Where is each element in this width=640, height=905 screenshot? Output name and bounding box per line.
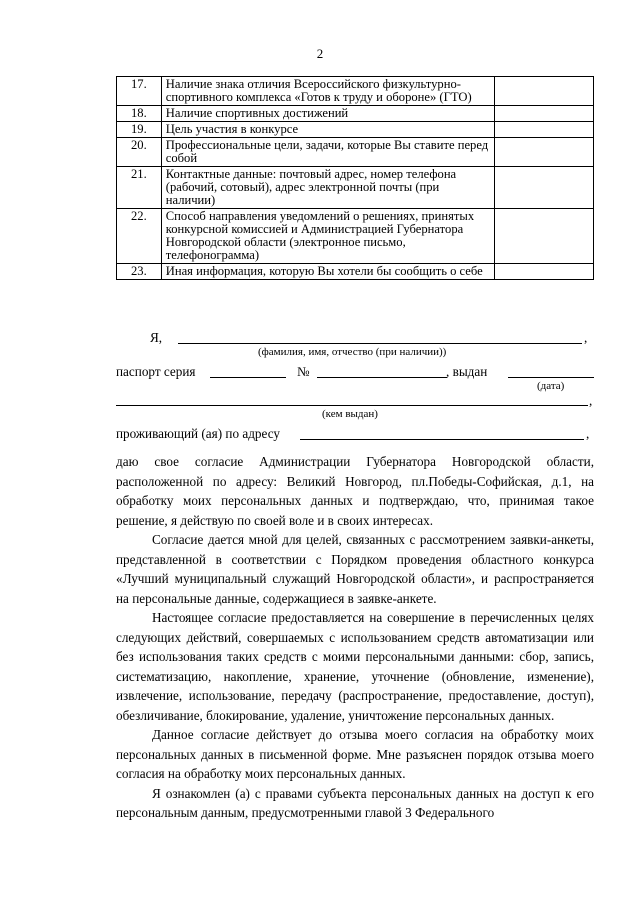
row-number: 20.: [117, 138, 162, 167]
row-question: Цель участия в конкурсе: [161, 122, 494, 138]
row-number: 17.: [117, 77, 162, 106]
table-row: [117, 138, 594, 167]
row-answer-cell[interactable]: [495, 264, 594, 280]
row-question: Наличие спортивных достижений: [161, 106, 494, 122]
address-label: проживающий (ая) по адресу: [116, 426, 280, 441]
table-row: [117, 106, 594, 122]
passport-series-field[interactable]: [210, 377, 286, 378]
table-row: [117, 264, 594, 280]
row-number: 21.: [117, 167, 162, 209]
row-question: Способ направления уведомлений о решениях, принятых конкурсной комиссией и Администрацией Губернатора Новгородской области (электронное письмо, телефонограмма): [161, 209, 494, 264]
paragraph: Данное согласие действует до отзыва моего согласия на обработку моих персональных данных в письменной форме. Мне разъяснен порядок отзыва моего согласия на обработку моих персональных данных.: [116, 727, 594, 781]
paragraph: Я ознакомлен (а) с правами субъекта персональных данных на доступ к его персональным данным, предусмотренными главой 3 Федерального: [116, 785, 594, 820]
comma: ,: [584, 330, 588, 345]
row-answer-cell[interactable]: [495, 77, 594, 106]
comma: ,: [586, 426, 590, 441]
address-field[interactable]: [300, 439, 584, 440]
row-number: 18.: [117, 106, 162, 122]
issue-date-field[interactable]: [508, 377, 594, 378]
table-row: [117, 167, 594, 209]
page-number: 2: [316, 46, 324, 61]
consent-text: [116, 452, 594, 823]
issued-by-field[interactable]: [116, 405, 588, 406]
row-number: 19.: [117, 122, 162, 138]
issued-label: , выдан: [446, 364, 488, 379]
row-question: Контактные данные: почтовый адрес, номер телефона (рабочий, сотовый), адрес электронной почты (при наличии): [161, 167, 494, 209]
number-sign: №: [297, 364, 310, 379]
row-answer-cell[interactable]: [495, 138, 594, 167]
row-answer-cell[interactable]: [495, 106, 594, 122]
comma: ,: [589, 393, 593, 408]
date-caption: (дата): [537, 380, 565, 392]
passport-number-field[interactable]: [317, 377, 447, 378]
issued-by-caption: (кем выдан): [322, 408, 378, 420]
ya-label: Я,: [150, 330, 163, 345]
questionnaire-table: [116, 76, 594, 280]
fio-field[interactable]: [178, 343, 582, 344]
paragraph: Настоящее согласие предоставляется на совершение в перечисленных целях следующих действий, совершаемых с использованием средств автоматизации или без использования таких средств с моими персональными данными: сбор, запись, систематизацию, накопление, хранение, уточнение (обновление, изменение), извлечение, использование, передачу (распространение, предоставление, доступ), обезличивание, блокирование, удаление, уничтожение персональных данных.: [116, 610, 594, 723]
table-row: [117, 77, 594, 106]
row-answer-cell[interactable]: [495, 122, 594, 138]
row-number: 22.: [117, 209, 162, 264]
table-row: [117, 209, 594, 264]
table-row: [117, 122, 594, 138]
row-question: Иная информация, которую Вы хотели бы сообщить о себе: [161, 264, 494, 280]
row-answer-cell[interactable]: [495, 167, 594, 209]
row-answer-cell[interactable]: [495, 209, 594, 264]
paragraph: даю свое согласие Администрации Губернатора Новгородской области, расположенной по адресу: Великий Новгород, пл.Победы-Софийская, д.1, на обработку моих персональных данных и подтверждаю, что, принимая такое решение, я действую по своей воле и в своих интересах.: [116, 454, 594, 528]
row-question: Профессиональные цели, задачи, которые Вы ставите перед собой: [161, 138, 494, 167]
row-question: Наличие знака отличия Всероссийского физкультурно-спортивного комплекса «Готов к труду и обороне» (ГТО): [161, 77, 494, 106]
passport-label: паспорт серия: [116, 364, 196, 379]
fio-caption: (фамилия, имя, отчество (при наличии)): [258, 346, 447, 358]
paragraph: Согласие дается мной для целей, связанных с рассмотрением заявки-анкеты, представленной в соответствии с Порядком проведения областного конкурса «Лучший муниципальный служащий Новгородской области», и распространяется на персональные данные, содержащиеся в заявке-анкете.: [116, 532, 594, 606]
row-number: 23.: [117, 264, 162, 280]
